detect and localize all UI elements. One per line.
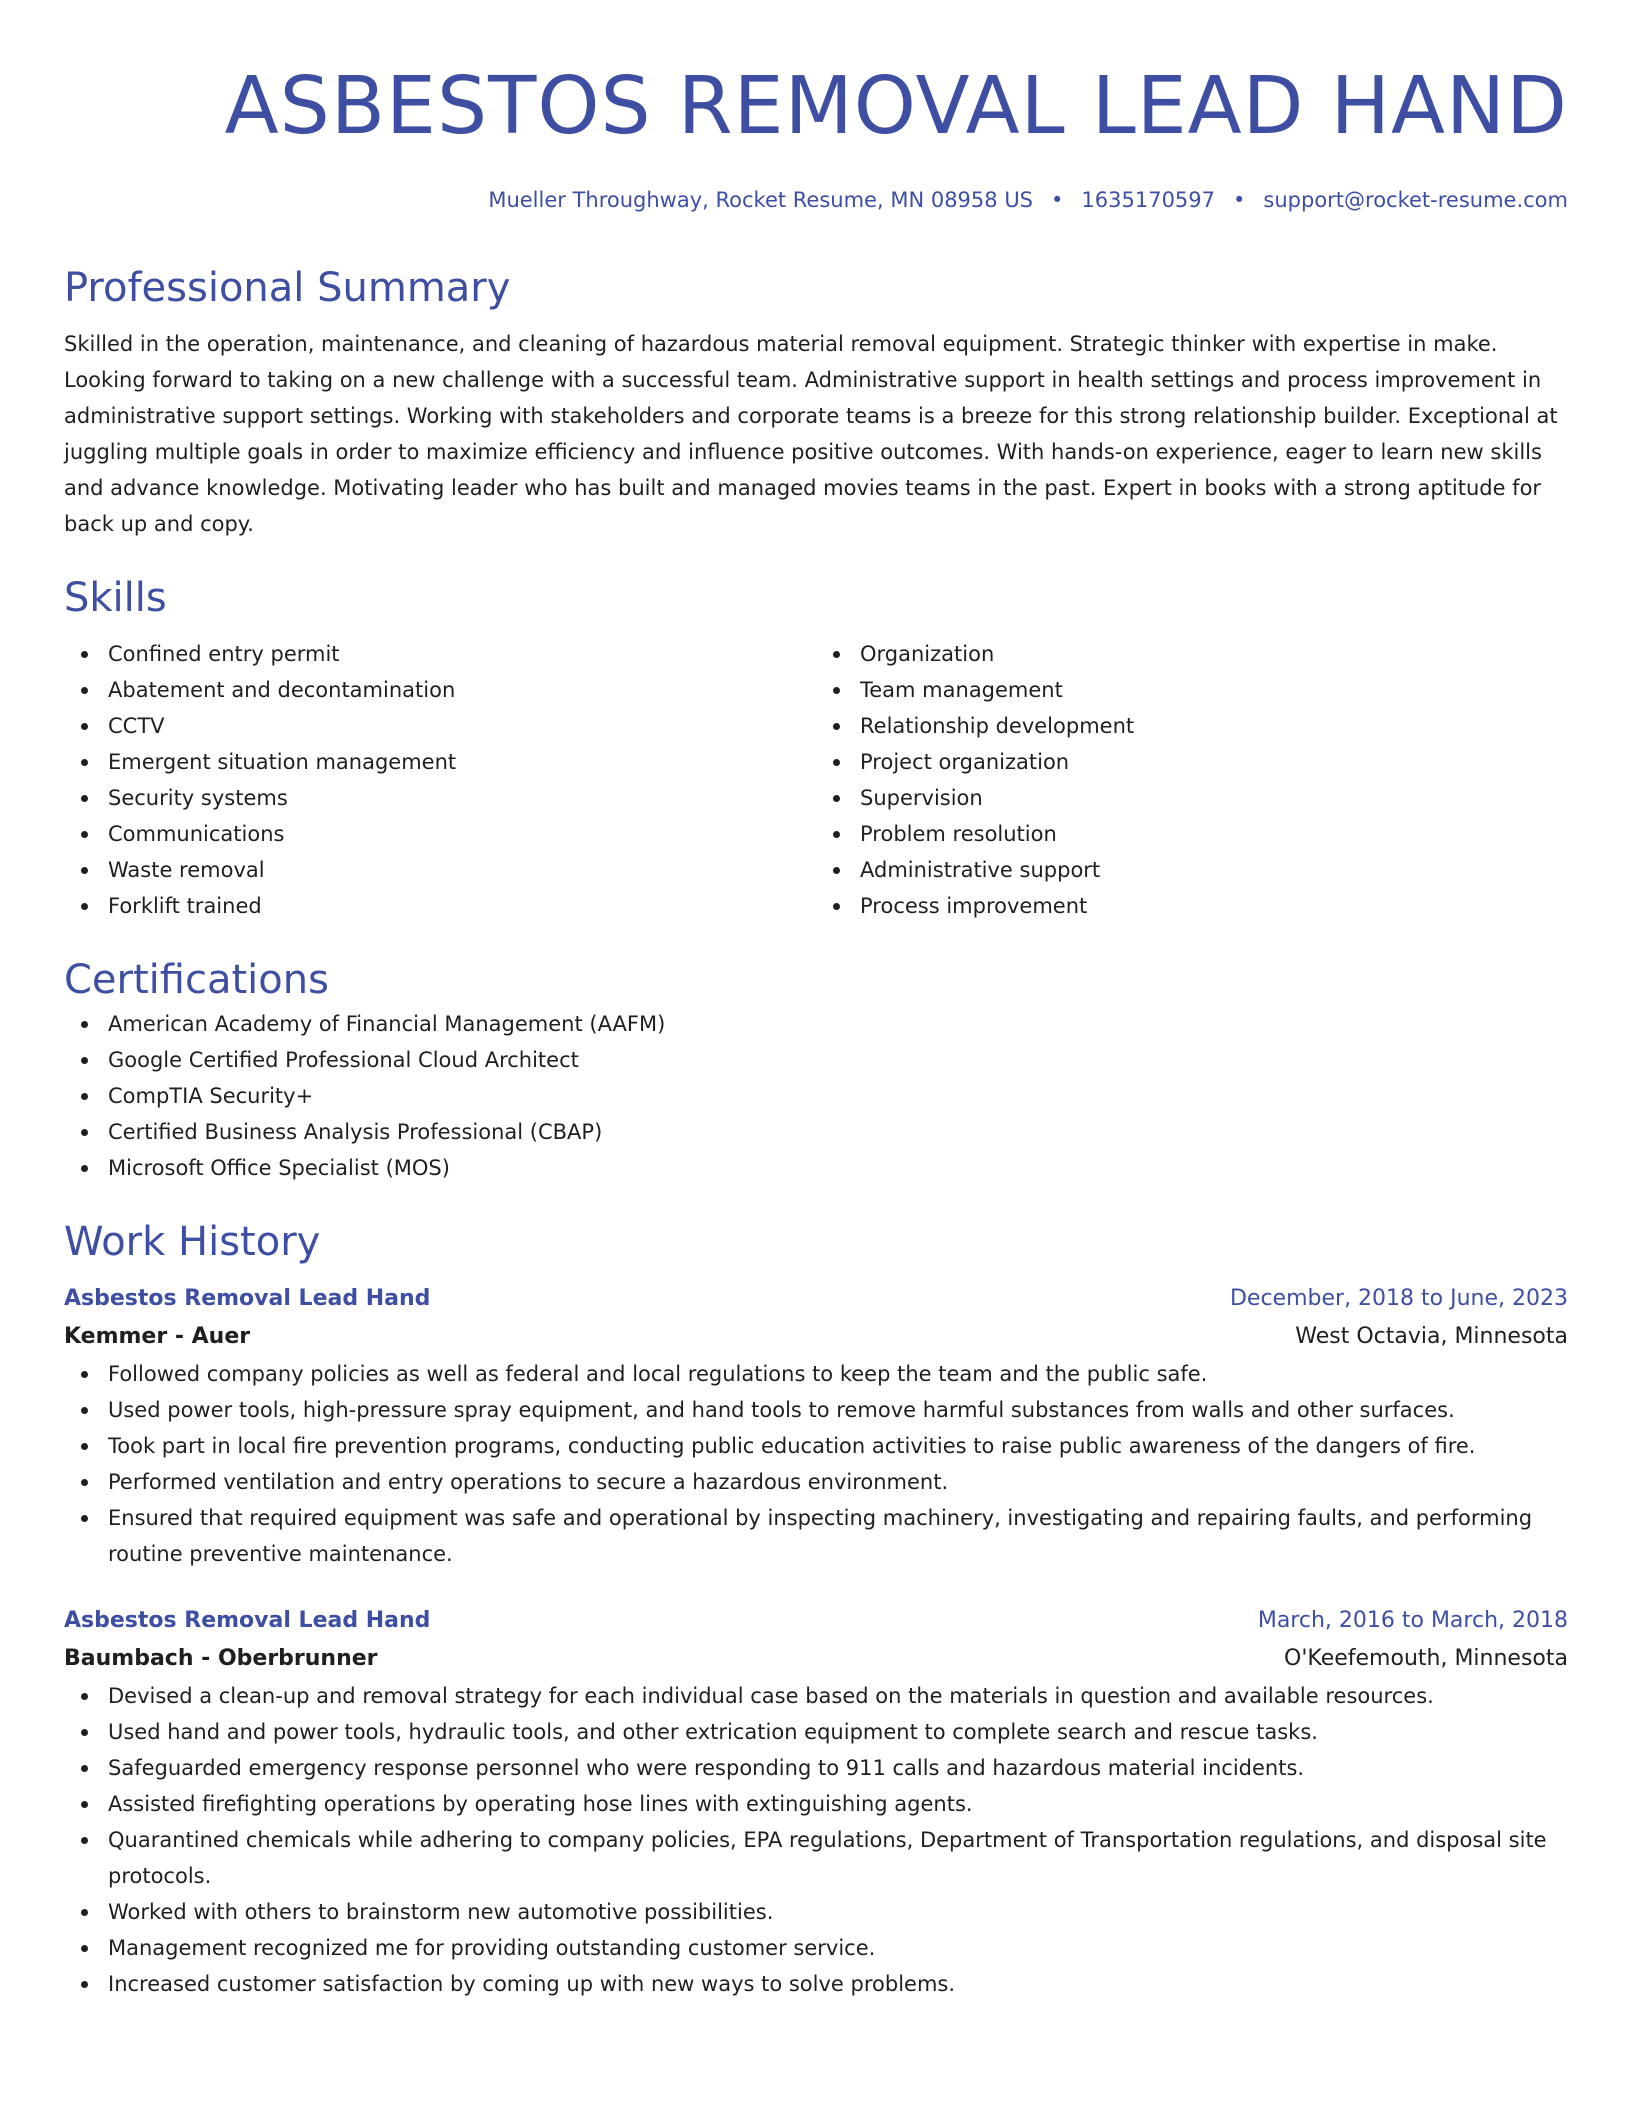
bullet-icon <box>833 651 840 658</box>
job-dates: December, 2018 to June, 2023 <box>1229 1286 1568 1311</box>
job-location: O'Keefemouth, Minnesota <box>1284 1646 1568 1671</box>
resume-header <box>64 48 1568 216</box>
job-duty: Took part in local fire prevention programs, conducting public education activities to raise public awareness of the dangers of fire. <box>64 1428 1568 1464</box>
skill-item: Communications <box>64 816 816 852</box>
job-duty: Safeguarded emergency response personnel who were responding to 911 calls and hazardous material incidents. <box>64 1750 1568 1786</box>
job-entry <box>64 1602 1568 2002</box>
contact-address: Mueller Throughway, Rocket Resume, MN 08958 US <box>488 188 1034 212</box>
bullet-icon <box>81 1981 88 1988</box>
skill-item: Relationship development <box>816 708 1568 744</box>
work-history-section <box>64 1216 1568 2002</box>
skills-heading: Skills <box>64 575 167 621</box>
job-title: Asbestos Removal Lead Hand <box>64 1608 431 1633</box>
skills-list-right <box>816 636 1568 924</box>
bullet-icon <box>81 1093 88 1100</box>
bullet-icon <box>81 1129 88 1136</box>
bullet-icon <box>81 867 88 874</box>
skill-item: CCTV <box>64 708 816 744</box>
bullet-icon <box>833 795 840 802</box>
skill-item: Waste removal <box>64 852 816 888</box>
skill-item: Team management <box>816 672 1568 708</box>
summary-text: Skilled in the operation, maintenance, and cleaning of hazardous material removal equipment. Strategic thinker with expertise in make. Looking forward to taking on a new challenge with a successful team. Administrative support in health settings and process improvement in administrative support settings. Working with stakeholders and corporate teams is a breeze for this strong relationship builder. Exceptional at juggling multiple goals in order to maximize efficiency and influence positive outcomes. With hands-on experience, eager to learn new skills and advance knowledge. Motivating leader who has built and managed movies teams in the past. Expert in books with a strong aptitude for back up and copy. <box>64 332 1558 536</box>
work-history-heading: Work History <box>64 1219 321 1265</box>
job-duty: Management recognized me for providing outstanding customer service. <box>64 1930 1568 1966</box>
bullet-icon <box>833 867 840 874</box>
job-duty: Performed ventilation and entry operations to secure a hazardous environment. <box>64 1464 1568 1500</box>
job-header-row <box>64 1602 1568 1640</box>
bullet-icon <box>833 723 840 730</box>
job-company-row <box>64 1640 1568 1678</box>
skill-item: Project organization <box>816 744 1568 780</box>
job-duty: Assisted firefighting operations by operating hose lines with extinguishing agents. <box>64 1786 1568 1822</box>
bullet-icon <box>81 759 88 766</box>
job-location: West Octavia, Minnesota <box>1295 1324 1568 1349</box>
bullet-icon <box>81 1165 88 1172</box>
bullet-icon <box>833 687 840 694</box>
job-duty: Used power tools, high-pressure spray equipment, and hand tools to remove harmful substances from walls and other surfaces. <box>64 1392 1568 1428</box>
skills-column-left <box>64 636 816 924</box>
contact-line <box>64 184 1568 216</box>
job-company: Kemmer - Auer <box>64 1324 251 1349</box>
certification-item: CompTIA Security+ <box>64 1078 1568 1114</box>
contact-separator: • <box>1233 188 1246 212</box>
bullet-icon <box>81 903 88 910</box>
skills-columns <box>64 636 1568 924</box>
bullet-icon <box>81 831 88 838</box>
bullet-icon <box>81 1443 88 1450</box>
job-duty: Used hand and power tools, hydraulic tools, and other extrication equipment to complete search and rescue tasks. <box>64 1714 1568 1750</box>
skills-column-right <box>816 636 1568 924</box>
skill-item: Organization <box>816 636 1568 672</box>
certification-item: Microsoft Office Specialist (MOS) <box>64 1150 1568 1186</box>
skills-list-left <box>64 636 816 924</box>
bullet-icon <box>81 1909 88 1916</box>
bullet-icon <box>833 831 840 838</box>
skill-item: Security systems <box>64 780 816 816</box>
bullet-icon <box>81 1729 88 1736</box>
job-duties-list <box>64 1678 1568 2002</box>
contact-separator: • <box>1051 188 1064 212</box>
job-duty: Worked with others to brainstorm new automotive possibilities. <box>64 1894 1568 1930</box>
bullet-icon <box>81 1765 88 1772</box>
skills-section <box>64 572 1568 924</box>
bullet-icon <box>81 1837 88 1844</box>
certification-item: American Academy of Financial Management (AAFM) <box>64 1006 1568 1042</box>
certification-item: Google Certified Professional Cloud Architect <box>64 1042 1568 1078</box>
contact-phone: 1635170597 <box>1081 188 1216 212</box>
bullet-icon <box>833 903 840 910</box>
certifications-section <box>64 954 1568 1186</box>
job-duty: Increased customer satisfaction by coming up with new ways to solve problems. <box>64 1966 1568 2002</box>
bullet-icon <box>81 1801 88 1808</box>
bullet-icon <box>81 795 88 802</box>
job-header-row <box>64 1280 1568 1318</box>
skill-item: Administrative support <box>816 852 1568 888</box>
summary-heading: Professional Summary <box>64 265 511 311</box>
bullet-icon <box>81 687 88 694</box>
summary-section <box>64 262 1568 542</box>
certification-item: Certified Business Analysis Professional (CBAP) <box>64 1114 1568 1150</box>
contact-email: support@rocket-resume.com <box>1263 188 1568 212</box>
skill-item: Problem resolution <box>816 816 1568 852</box>
bullet-icon <box>833 759 840 766</box>
job-entry <box>64 1280 1568 1572</box>
certifications-heading: Certifications <box>64 957 329 1003</box>
bullet-icon <box>81 1057 88 1064</box>
skill-item: Supervision <box>816 780 1568 816</box>
bullet-icon <box>81 1693 88 1700</box>
skill-item: Emergent situation management <box>64 744 816 780</box>
bullet-icon <box>81 1515 88 1522</box>
job-company-row <box>64 1318 1568 1356</box>
bullet-icon <box>81 1021 88 1028</box>
job-duty: Devised a clean-up and removal strategy for each individual case based on the materials in question and available resources. <box>64 1678 1568 1714</box>
bullet-icon <box>81 651 88 658</box>
skill-item: Process improvement <box>816 888 1568 924</box>
bullet-icon <box>81 1479 88 1486</box>
bullet-icon <box>81 1945 88 1952</box>
candidate-name: ASBESTOS REMOVAL LEAD HAND <box>224 60 1568 152</box>
bullet-icon <box>81 1371 88 1378</box>
skill-item: Confined entry permit <box>64 636 816 672</box>
certifications-list <box>64 1006 1568 1186</box>
job-dates: March, 2016 to March, 2018 <box>1257 1608 1568 1633</box>
skill-item: Forklift trained <box>64 888 816 924</box>
job-title: Asbestos Removal Lead Hand <box>64 1286 431 1311</box>
job-company: Baumbach - Oberbrunner <box>64 1646 378 1671</box>
bullet-icon <box>81 723 88 730</box>
skill-item: Abatement and decontamination <box>64 672 816 708</box>
job-duty: Followed company policies as well as federal and local regulations to keep the team and the public safe. <box>64 1356 1568 1392</box>
job-duties-list <box>64 1356 1568 1572</box>
job-duty: Ensured that required equipment was safe and operational by inspecting machinery, investigating and repairing faults, and performing routine preventive maintenance. <box>64 1500 1568 1572</box>
bullet-icon <box>81 1407 88 1414</box>
job-duty: Quarantined chemicals while adhering to company policies, EPA regulations, Department of Transportation regulations, and disposal site protocols. <box>64 1822 1568 1894</box>
